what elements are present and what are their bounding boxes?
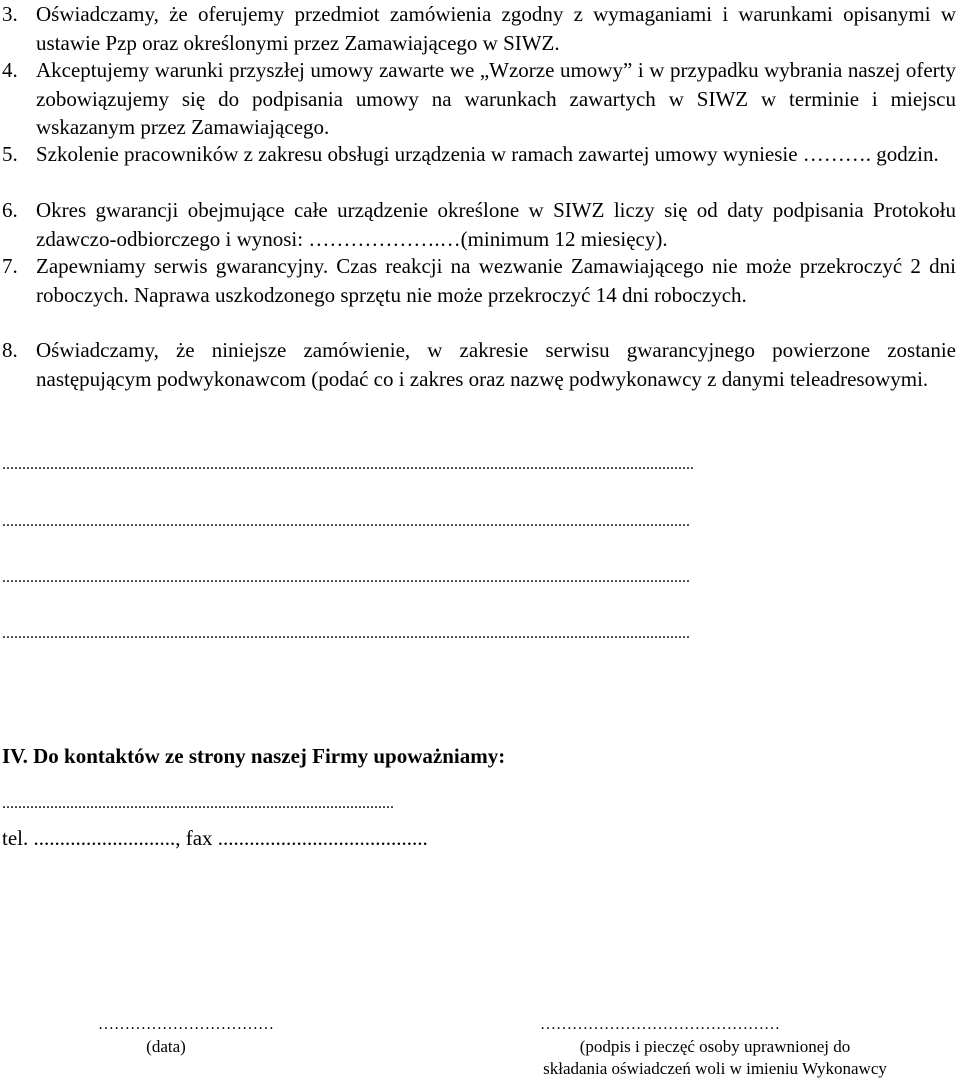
subcontractor-entry-line[interactable]: ............................................................................................................................................................................ xyxy=(2,569,690,586)
subcontractor-entry-line[interactable]: ............................................................................................................................................................................ xyxy=(2,625,690,642)
clause-3 xyxy=(2,0,956,57)
clause-number: 7. xyxy=(2,254,18,278)
signature-label-line-1: (podpis i pieczęć osoby uprawnionej do xyxy=(579,1037,851,1056)
section-iv-heading: IV. Do kontaktów ze strony naszej Firmy upoważniamy: xyxy=(2,744,506,768)
clause-8 xyxy=(2,336,956,393)
signature-label xyxy=(500,1036,930,1080)
phone-fax-line[interactable]: tel. ..........................., fax ........................................ xyxy=(2,826,428,850)
subcontractor-entry-line[interactable]: ............................................................................................................................................................................ xyxy=(2,513,690,530)
clause-6 xyxy=(2,196,956,253)
signature-entry-line[interactable]: ……………………………………… xyxy=(540,1016,780,1033)
subcontractor-entry-line[interactable]: ............................................................................................................................................................................. xyxy=(2,456,694,473)
clause-number: 3. xyxy=(2,2,18,26)
clause-5 xyxy=(2,140,956,169)
clause-text: Oświadczamy, że oferujemy przedmiot zamówienia zgodny z wymaganiami i warunkami opisanymi w ustawie Pzp oraz określonymi przez Zamawiającego w SIWZ. xyxy=(36,2,956,55)
clause-text: Zapewniamy serwis gwarancyjny. Czas reakcji na wezwanie Zamawiającego nie może przekroczyć 2 dni roboczych. Naprawa uszkodzonego sprzętu nie może przekroczyć 14 dni roboczych. xyxy=(36,254,956,307)
clause-text: Szkolenie pracowników z zakresu obsługi urządzenia w ramach zawartej umowy wyniesie ………. godzin. xyxy=(36,142,939,166)
contact-person-line[interactable]: .................................................................................................. xyxy=(2,795,394,812)
date-label: (data) xyxy=(146,1037,186,1056)
clause-number: 4. xyxy=(2,58,18,82)
clause-number: 5. xyxy=(2,142,18,166)
signature-label-line-2: składania oświadczeń woli w imieniu Wykonawcy xyxy=(543,1059,887,1078)
clause-text: Akceptujemy warunki przyszłej umowy zawarte we „Wzorze umowy” i w przypadku wybrania naszej oferty zobowiązujemy się do podpisania umowy na warunkach zawartych w SIWZ w terminie i miejscu wskazanym przez Zamawiającego. xyxy=(36,58,956,139)
clause-text: Oświadczamy, że niniejsze zamówienie, w zakresie serwisu gwarancyjnego powierzone zostanie następującym podwykonawcom (podać co i zakres oraz nazwę podwykonawcy z danymi teleadresowymi. xyxy=(36,338,956,391)
date-entry-line[interactable]: …………………………… xyxy=(98,1016,274,1033)
clause-text: Okres gwarancji obejmujące całe urządzenie określone w SIWZ liczy się od daty podpisania Protokołu zdawczo-odbiorczego i wynosi: ……………….…(minimum 12 miesięcy). xyxy=(36,198,956,251)
clause-number: 8. xyxy=(2,338,18,362)
clause-7 xyxy=(2,252,956,309)
clause-4 xyxy=(2,56,956,142)
clause-number: 6. xyxy=(2,198,18,222)
